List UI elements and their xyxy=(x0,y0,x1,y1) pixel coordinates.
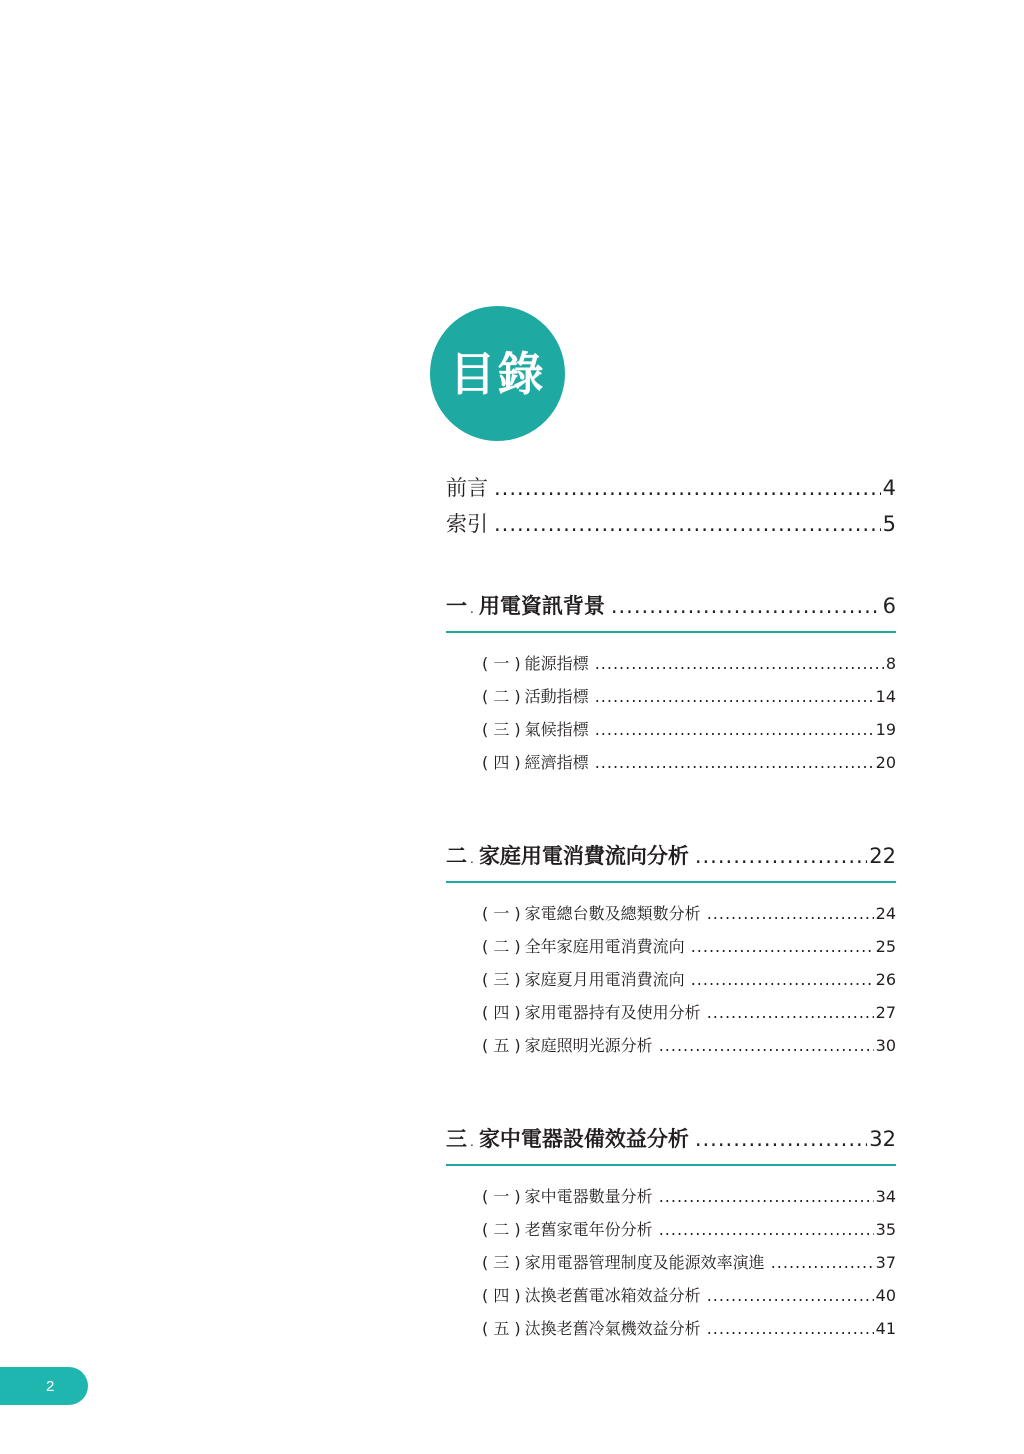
leader-dots xyxy=(611,587,881,625)
toc-section-3 xyxy=(446,1120,896,1345)
toc-entry-preface[interactable] xyxy=(446,470,896,506)
subsection-page: 37 xyxy=(875,1253,896,1272)
subsection-page: 41 xyxy=(875,1319,896,1338)
leader-dots xyxy=(494,470,881,506)
toc-subsection[interactable] xyxy=(482,713,896,746)
subsection-number: ( 二 ) xyxy=(482,1220,521,1239)
section-title: 家庭用電消費流向分析 xyxy=(478,844,689,868)
toc-entry-label: 前言 xyxy=(446,476,488,500)
section-divider xyxy=(446,1164,896,1166)
leader-dots xyxy=(595,713,874,746)
section-separator: . xyxy=(470,602,474,616)
subsection-list xyxy=(446,647,896,779)
page-title: 目錄 xyxy=(449,346,546,401)
toc-subsection[interactable] xyxy=(482,1279,896,1312)
subsection-number: ( 一 ) xyxy=(482,1187,521,1206)
subsection-label: 活動指標 xyxy=(524,687,589,706)
leader-dots xyxy=(695,1120,867,1158)
subsection-label: 汰換老舊冷氣機效益分析 xyxy=(524,1319,701,1338)
leader-dots xyxy=(771,1246,874,1279)
leader-dots xyxy=(707,1312,874,1345)
section-title: 用電資訊背景 xyxy=(478,594,605,618)
leader-dots xyxy=(659,1213,874,1246)
subsection-number: ( 三 ) xyxy=(482,1253,521,1272)
subsection-page: 24 xyxy=(875,904,896,923)
leader-dots xyxy=(707,1279,874,1312)
section-prefix: 二 xyxy=(446,844,467,868)
toc-title-badge xyxy=(430,306,565,441)
section-prefix: 三 xyxy=(446,1127,467,1151)
subsection-number: ( 三 ) xyxy=(482,970,521,989)
toc-section-heading[interactable] xyxy=(446,587,896,625)
subsection-list xyxy=(446,1180,896,1345)
subsection-label: 家庭夏月用電消費流向 xyxy=(524,970,685,989)
toc-subsection[interactable] xyxy=(482,647,896,680)
subsection-number: ( 三 ) xyxy=(482,720,521,739)
subsection-number: ( 五 ) xyxy=(482,1319,521,1338)
subsection-page: 34 xyxy=(875,1187,896,1206)
page-number: 2 xyxy=(46,1377,55,1395)
toc-subsection[interactable] xyxy=(482,996,896,1029)
subsection-label: 能源指標 xyxy=(524,654,589,673)
subsection-page: 14 xyxy=(875,687,896,706)
section-separator: . xyxy=(470,852,474,866)
toc-section-2 xyxy=(446,837,896,1062)
leader-dots xyxy=(691,930,874,963)
toc-section-heading[interactable] xyxy=(446,837,896,875)
subsection-number: ( 二 ) xyxy=(482,937,521,956)
subsection-label: 家中電器數量分析 xyxy=(524,1187,653,1206)
leader-dots xyxy=(494,506,881,542)
leader-dots xyxy=(659,1180,874,1213)
subsection-page: 35 xyxy=(875,1220,896,1239)
subsection-label: 氣候指標 xyxy=(524,720,589,739)
toc-subsection[interactable] xyxy=(482,963,896,996)
subsection-page: 30 xyxy=(875,1036,896,1055)
subsection-list xyxy=(446,897,896,1062)
section-page: 32 xyxy=(869,1127,896,1151)
subsection-page: 26 xyxy=(875,970,896,989)
subsection-label: 家電總台數及總類數分析 xyxy=(524,904,701,923)
toc-subsection[interactable] xyxy=(482,1246,896,1279)
leader-dots xyxy=(659,1029,874,1062)
section-separator: . xyxy=(470,1135,474,1149)
toc-section-heading[interactable] xyxy=(446,1120,896,1158)
section-divider xyxy=(446,631,896,633)
section-page: 6 xyxy=(882,594,896,618)
subsection-page: 19 xyxy=(875,720,896,739)
subsection-page: 25 xyxy=(875,937,896,956)
toc-subsection[interactable] xyxy=(482,1213,896,1246)
subsection-number: ( 一 ) xyxy=(482,654,521,673)
subsection-number: ( 二 ) xyxy=(482,687,521,706)
toc-subsection[interactable] xyxy=(482,1029,896,1062)
toc-subsection[interactable] xyxy=(482,680,896,713)
toc-entry-page: 5 xyxy=(882,512,896,536)
toc-subsection[interactable] xyxy=(482,1312,896,1345)
toc-intro xyxy=(446,470,896,542)
toc-subsection[interactable] xyxy=(482,930,896,963)
section-title: 家中電器設備效益分析 xyxy=(478,1127,689,1151)
leader-dots xyxy=(707,897,874,930)
subsection-page: 40 xyxy=(875,1286,896,1305)
toc-entry-label: 索引 xyxy=(446,512,488,536)
subsection-number: ( 五 ) xyxy=(482,1036,521,1055)
toc-subsection[interactable] xyxy=(482,1180,896,1213)
subsection-label: 經濟指標 xyxy=(524,753,589,772)
leader-dots xyxy=(595,647,884,680)
subsection-number: ( 一 ) xyxy=(482,904,521,923)
toc-subsection[interactable] xyxy=(482,746,896,779)
leader-dots xyxy=(707,996,874,1029)
subsection-label: 汰換老舊電冰箱效益分析 xyxy=(524,1286,701,1305)
subsection-label: 家用電器管理制度及能源效率演進 xyxy=(524,1253,765,1272)
subsection-number: ( 四 ) xyxy=(482,753,521,772)
subsection-page: 27 xyxy=(875,1003,896,1022)
toc-section-1 xyxy=(446,587,896,779)
subsection-label: 家用電器持有及使用分析 xyxy=(524,1003,701,1022)
toc-subsection[interactable] xyxy=(482,897,896,930)
subsection-page: 20 xyxy=(875,753,896,772)
subsection-label: 家庭照明光源分析 xyxy=(524,1036,653,1055)
leader-dots xyxy=(595,680,874,713)
subsection-label: 老舊家電年份分析 xyxy=(524,1220,653,1239)
section-divider xyxy=(446,881,896,883)
subsection-number: ( 四 ) xyxy=(482,1003,521,1022)
section-prefix: 一 xyxy=(446,594,467,618)
subsection-page: 8 xyxy=(885,654,896,673)
toc-entry-index[interactable] xyxy=(446,506,896,542)
subsection-number: ( 四 ) xyxy=(482,1286,521,1305)
leader-dots xyxy=(691,963,874,996)
section-page: 22 xyxy=(869,844,896,868)
toc-entry-page: 4 xyxy=(882,476,896,500)
subsection-label: 全年家庭用電消費流向 xyxy=(524,937,685,956)
leader-dots xyxy=(595,746,874,779)
page-number-tab xyxy=(0,1367,88,1405)
leader-dots xyxy=(695,837,867,875)
